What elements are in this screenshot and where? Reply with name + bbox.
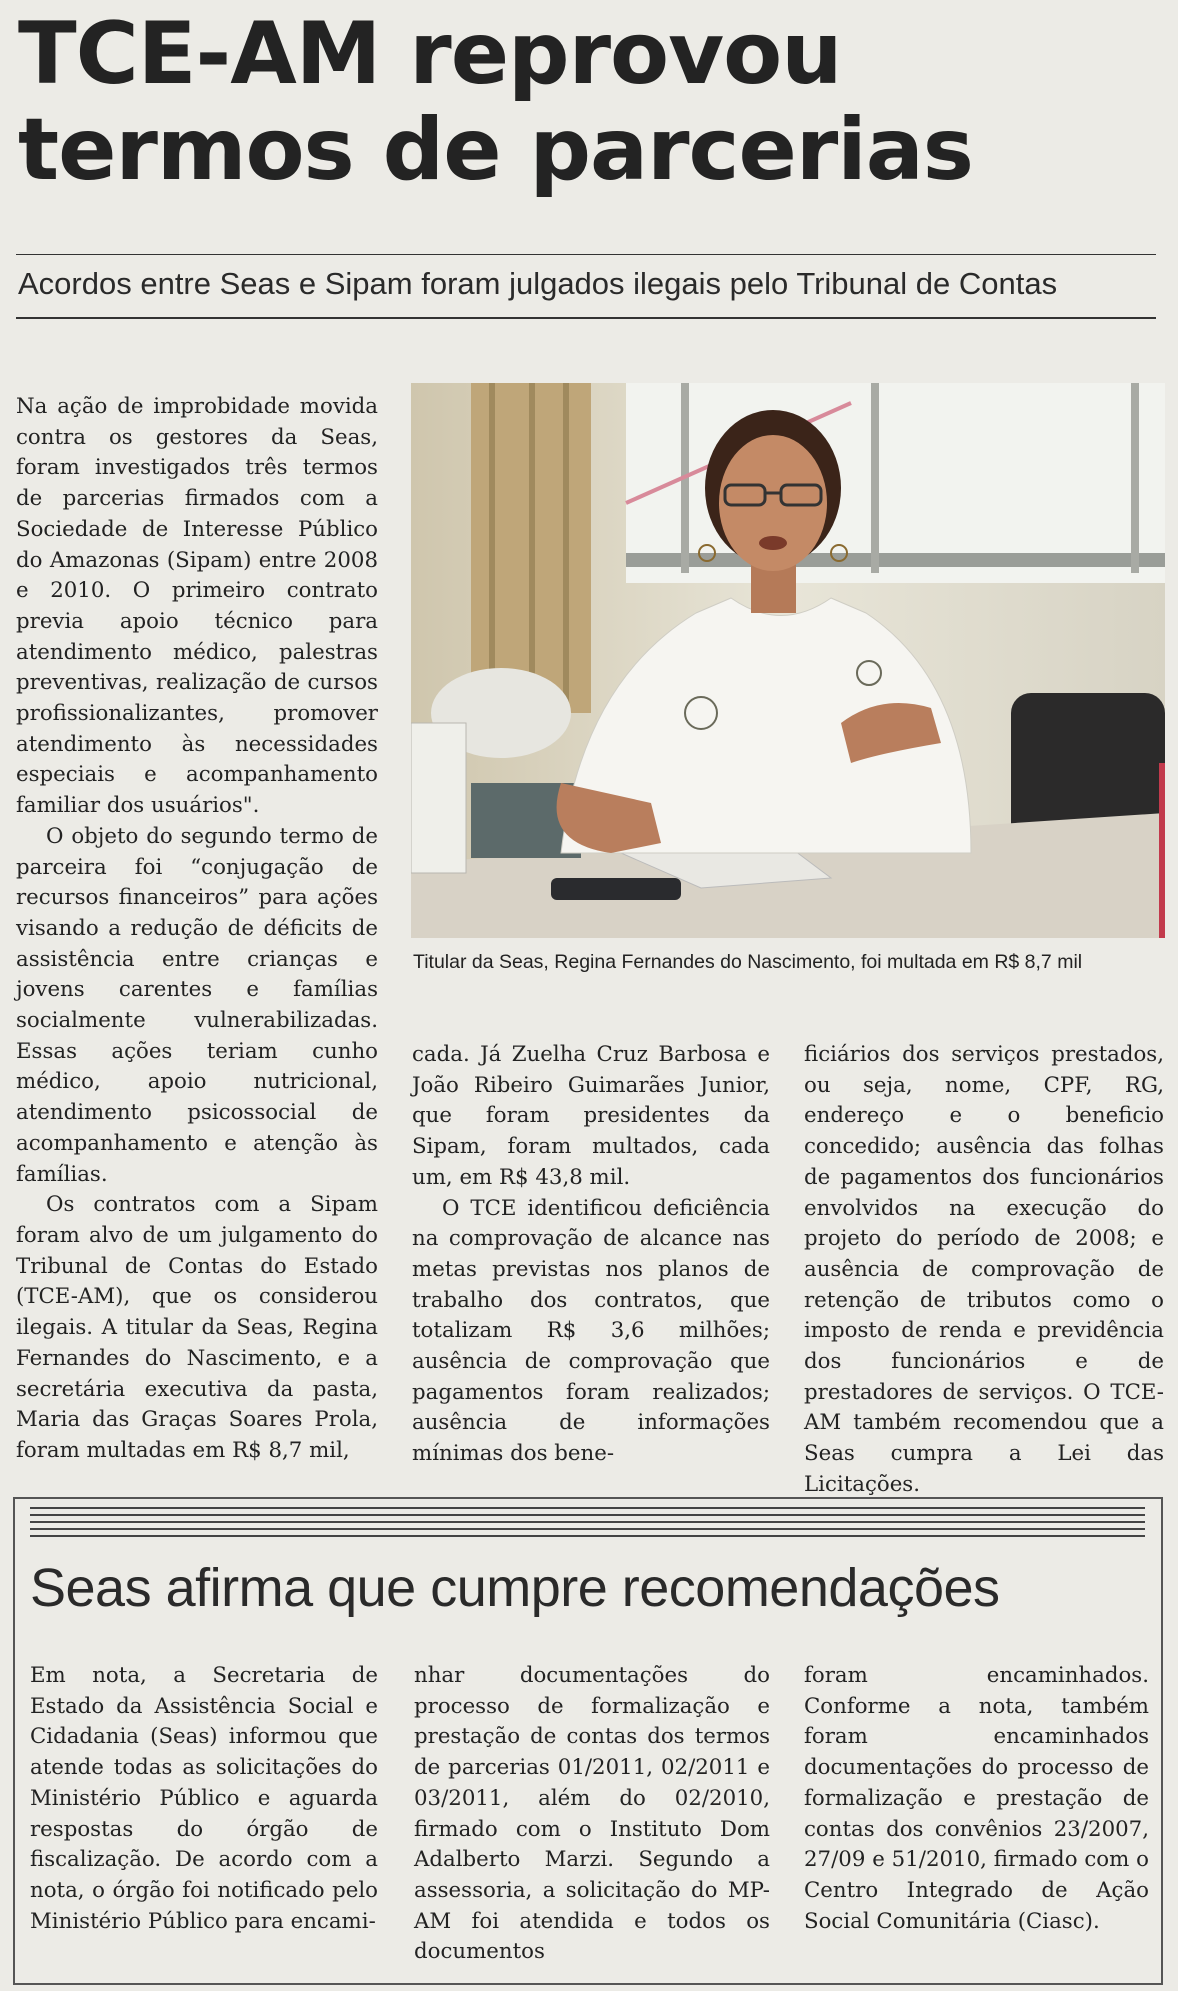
headline-line-1: TCE-AM reprovou	[18, 4, 842, 104]
decorative-rule	[30, 1528, 1145, 1530]
headline-line-2: termos de parcerias	[18, 100, 973, 200]
headline	[18, 6, 1158, 198]
sidebar-paragraph: nhar documentações do processo de formalização e prestação de contas dos termos de parcerias 01/2011, 02/2011 e 03/2011, além do 02/2010, firmado com o Instituto Dom Adalberto Marzi. Segundo a assessoria, a solicitação do MP-AM foi atendida e todos os documentos	[414, 1663, 770, 1965]
sidebar-column-3	[804, 1661, 1149, 1937]
article-column-2	[412, 1040, 770, 1470]
photo-caption: Titular da Seas, Regina Fernandes do Nascimento, foi multada em R$ 8,7 mil	[413, 951, 1083, 973]
sidebar-column-2	[414, 1661, 770, 1968]
article-paragraph: Os contratos com a Sipam foram alvo de um julgamento do Tribunal de Contas do Estado (TCE-AM), que os considerou ilegais. A titular da Seas, Regina Fernandes do Nascimento, e a secretária executiva da pasta, Maria das Graças Soares Prola, foram multadas em R$ 8,7 mil,	[16, 1192, 378, 1463]
decorative-rule	[30, 1521, 1145, 1523]
subheadline: Acordos entre Seas e Sipam foram julgados ilegais pelo Tribunal de Contas	[18, 266, 1058, 301]
sidebar-column-1	[30, 1661, 378, 1937]
sidebar-paragraph: Em nota, a Secretaria de Estado da Assistência Social e Cidadania (Seas) informou que atende todas as solicitações do Ministério Público e aguarda respostas do órgão de fiscalização. De acordo com a nota, o órgão foi notificado pelo Ministério Público para encami-	[30, 1663, 378, 1934]
article-photo	[411, 383, 1165, 938]
decorative-rule	[30, 1514, 1145, 1516]
article-paragraph: O objeto do segundo termo de parceira foi “conjugação de recursos financeiros” para ações visando a redução de déficits de assistência entre crianças e jovens carentes e famílias socialmente vulnerabilizadas. Essas ações teriam cunho médico, apoio nutricional, atendimento psicossocial de acompanhamento e atenção às famílias.	[16, 823, 378, 1187]
subhead-rule	[16, 317, 1156, 319]
decorative-rule	[30, 1535, 1145, 1537]
article-column-1	[16, 392, 378, 1467]
article-paragraph: cada. Já Zuelha Cruz Barbosa e João Ribeiro Guimarães Junior, que foram presidentes da Sipam, foram multados, cada um, em R$ 43,8 mil.	[412, 1042, 770, 1190]
article-column-3	[804, 1040, 1164, 1501]
subhead-top-rule	[16, 254, 1156, 255]
article-paragraph: ficiários dos serviços prestados, ou seja, nome, CPF, RG, endereço e o beneficio concedido; ausência das folhas de pagamentos dos funcionários envolvidos na execução do projeto do período de 2008; e ausência de comprovação de retenção de tributos como o imposto de renda e previdência dos funcionários e de prestadores de serviços. O TCE-AM também recomendou que a Seas cumpra a Lei das Licitações.	[804, 1042, 1164, 1497]
sidebar-title: Seas afirma que cumpre recomendações	[30, 1558, 1000, 1618]
sidebar-paragraph: foram encaminhados. Conforme a nota, também foram encaminhados documentações do processo de formalização e prestação de contas dos convênios 23/2007, 27/09 e 51/2010, firmado com o Centro Integrado de Ação Social Comunitária (Ciasc).	[804, 1663, 1149, 1934]
article-paragraph: O TCE identificou deficiência na comprovação de alcance nas metas previstas nos planos de trabalho dos contratos, que totalizam R$ 3,6 milhões; ausência de comprovação que pagamentos foram realizados; ausência de informações mínimas dos bene-	[412, 1195, 770, 1467]
article-paragraph: Na ação de improbidade movida contra os gestores da Seas, foram investigados três termos de parcerias firmados com a Sociedade de Interesse Público do Amazonas (Sipam) entre 2008 e 2010. O primeiro contrato previa apoio técnico para atendimento médico, palestras preventivas, realização de cursos profissionalizantes, promover atendimento às necessidades especiais e acompanhamento familiar dos usuários".	[16, 394, 378, 819]
decorative-rule	[30, 1507, 1145, 1509]
